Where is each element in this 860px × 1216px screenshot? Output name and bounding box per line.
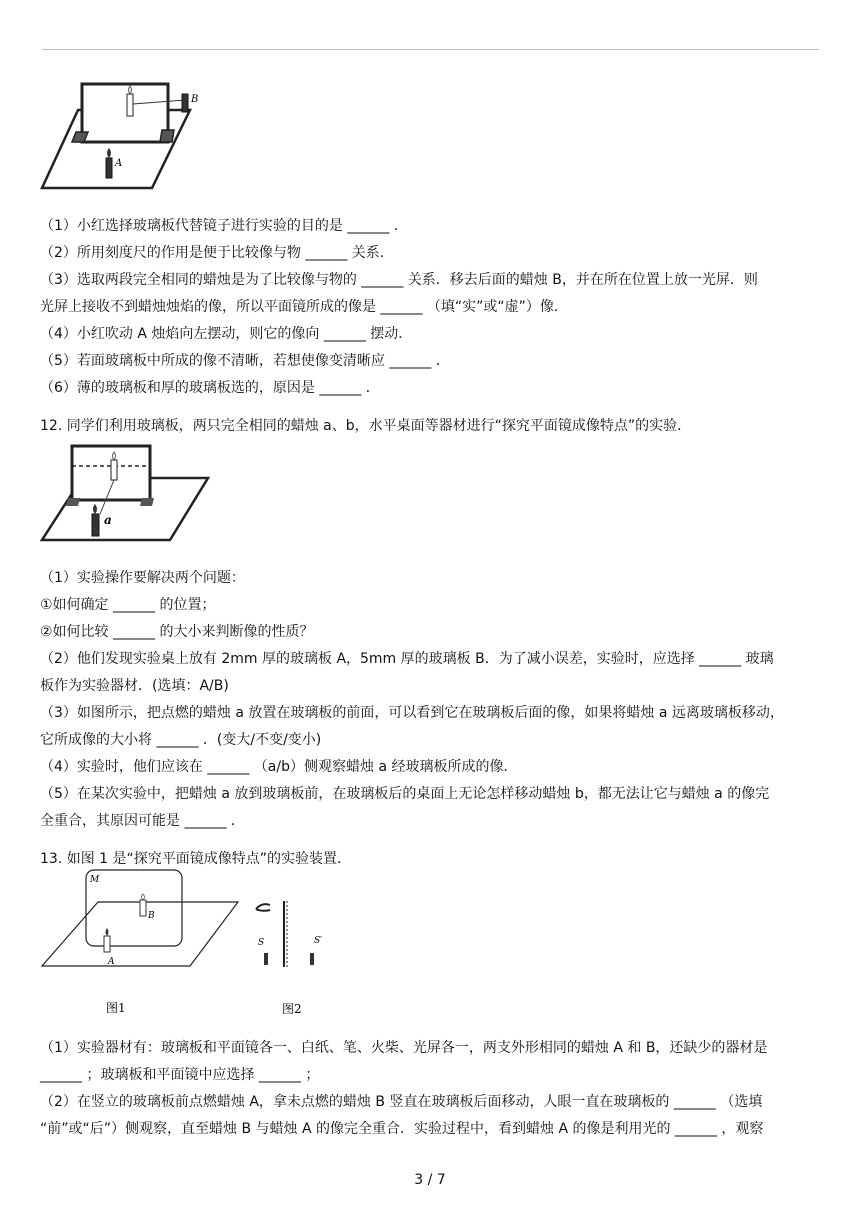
q13-item-2a: （2）在竖立的玻璃板前点燃蜡烛 A，拿未点燃的蜡烛 B 竖直在玻璃板后面移动，人眼一直在玻璃板的 ______ （选填 [40,1094,763,1110]
q13-fig2-label-s-prime: S′ [314,936,323,946]
q12-item-3a: （3）如图所示，把点燃的蜡烛 a 放置在玻璃板的前面，可以看到它在玻璃板后面的像，如果将蜡烛 a 远离玻璃板移动， [40,705,784,721]
q13-item-2b: “前”或“后”）侧观察，直至蜡烛 B 与蜡烛 A 的像完全重合．实验过程中，看到蜡烛 A 的像是利用光的 ______ ，观察 [40,1121,764,1137]
q13-figure-2 [250,895,340,1025]
q12-item-5b: 全重合，其原因可能是 ______ ． [40,813,245,829]
q11-label-a: A [115,158,123,169]
q12-figure [40,440,210,544]
q13-fig1-caption: 图1 [106,1001,126,1015]
page-number: 3 / 7 [414,1172,446,1188]
eye-icon [256,904,270,911]
q11-item-4: （4）小红吹动 A 烛焰向左摆动，则它的像向 ______ 摆动． [40,326,413,342]
q13-fig2-caption: 图2 [282,1002,302,1016]
q13-fig2-label-s: S [258,938,265,948]
q12-title: 12. 同学们利用玻璃板，两只完全相同的蜡烛 a、b，水平桌面等器材进行“探究平面镜成像特点”的实验． [40,418,692,434]
q13-title: 13. 如图 1 是“探究平面镜成像特点”的实验装置． [40,851,352,867]
q11-item-3b: 光屏上接收不到蜡烛烛焰的像，所以平面镜所成的像是 ______ （填“实”或“虚”）像． [40,299,568,315]
q13-fig1-label-a: A [108,957,115,967]
q11-item-3a: （3）选取两段完全相同的蜡烛是为了比较像与物的 ______ 关系．移去后面的蜡烛 B，并在所在位置上放一光屏．则 [40,272,758,288]
q12-item-2b: 板作为实验器材．(选填：A/B) [40,678,229,694]
q13-fig1-label-m: M [90,875,100,885]
header-rule [42,49,819,50]
q11-item-2: （2）所用刻度尺的作用是便于比较像与物 ______ 关系． [40,245,394,261]
q12-item-2a: （2）他们发现实验桌上放有 2mm 厚的玻璃板 A，5mm 厚的玻璃板 B．为了减小误差，实验时，应选择 ______ 玻璃 [40,651,774,667]
q13-figure-1 [40,866,240,1026]
q12-item-1a: ①如何确定 ______ 的位置； [40,597,216,613]
q11-label-b: B [191,94,199,105]
q13-fig1-label-b: B [148,911,155,921]
q12-label-a: a [104,513,112,527]
q12-item-5a: （5）在某次实验中，把蜡烛 a 放到玻璃板前，在玻璃板后的桌面上无论怎样移动蜡烛 b，都无法让它与蜡烛 a 的像完 [40,786,770,802]
q11-item-6: （6）薄的玻璃板和厚的玻璃板选的，原因是 ______ ． [40,380,380,396]
q11-item-5: （5）若面玻璃板中所成的像不清晰，若想使像变清晰应 ______ ． [40,353,450,369]
q11-figure [40,70,200,192]
q12-item-1b: ②如何比较 ______ 的大小来判断像的性质？ [40,624,314,640]
q12-item-4: （4）实验时，他们应该在 ______ （a/b）侧观察蜡烛 a 经玻璃板所成的像． [40,759,518,775]
q12-item-1: （1）实验操作要解决两个问题： [40,570,245,586]
q12-item-3b: 它所成像的大小将 ______ ．(变大/不变/变小) [40,732,322,748]
q11-item-1: （1）小红选择玻璃板代替镜子进行实验的目的是 ______ ． [40,218,408,234]
q13-item-1b: ______ ；玻璃板和平面镜中应选择 ______ ； [40,1067,320,1083]
q13-item-1a: （1）实验器材有：玻璃板和平面镜各一、白纸、笔、火柴、光屏各一，两支外形相同的蜡烛 A 和 B，还缺少的器材是 [40,1040,768,1056]
